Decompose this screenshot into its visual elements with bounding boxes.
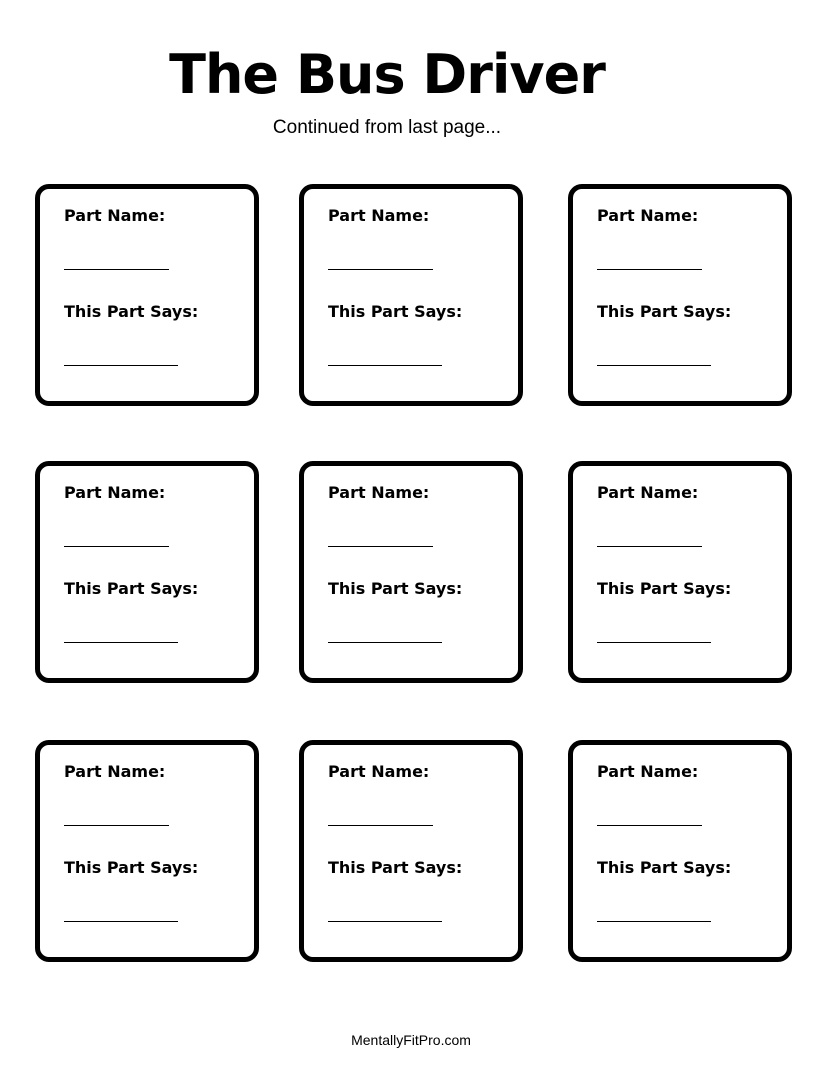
part-says-label: This Part Says: <box>597 579 732 598</box>
part-name-label: Part Name: <box>328 762 430 781</box>
part-says-blank-line[interactable] <box>597 921 711 922</box>
part-card <box>299 461 523 683</box>
part-says-label: This Part Says: <box>597 858 732 877</box>
part-name-label: Part Name: <box>328 483 430 502</box>
part-name-blank-line[interactable] <box>64 546 169 547</box>
part-says-blank-line[interactable] <box>328 642 442 643</box>
part-name-blank-line[interactable] <box>64 269 169 270</box>
part-says-blank-line[interactable] <box>597 642 711 643</box>
part-says-blank-line[interactable] <box>597 365 711 366</box>
footer-website: MentallyFitPro.com <box>351 1032 471 1048</box>
part-card <box>35 740 259 962</box>
part-card <box>568 184 792 406</box>
part-name-blank-line[interactable] <box>328 825 433 826</box>
part-name-label: Part Name: <box>597 206 699 225</box>
part-name-blank-line[interactable] <box>64 825 169 826</box>
part-says-blank-line[interactable] <box>64 642 178 643</box>
part-says-label: This Part Says: <box>328 302 463 321</box>
part-says-blank-line[interactable] <box>328 921 442 922</box>
part-says-label: This Part Says: <box>64 579 199 598</box>
part-name-blank-line[interactable] <box>597 546 702 547</box>
part-card <box>299 184 523 406</box>
part-says-label: This Part Says: <box>328 579 463 598</box>
part-card <box>568 461 792 683</box>
part-says-blank-line[interactable] <box>64 921 178 922</box>
part-name-label: Part Name: <box>64 762 166 781</box>
part-name-label: Part Name: <box>64 206 166 225</box>
part-card <box>568 740 792 962</box>
part-card <box>35 184 259 406</box>
part-name-blank-line[interactable] <box>328 546 433 547</box>
part-name-blank-line[interactable] <box>597 269 702 270</box>
part-name-blank-line[interactable] <box>328 269 433 270</box>
part-says-label: This Part Says: <box>328 858 463 877</box>
part-name-blank-line[interactable] <box>597 825 702 826</box>
part-says-label: This Part Says: <box>597 302 732 321</box>
part-says-blank-line[interactable] <box>328 365 442 366</box>
part-name-label: Part Name: <box>597 762 699 781</box>
part-says-blank-line[interactable] <box>64 365 178 366</box>
part-name-label: Part Name: <box>597 483 699 502</box>
part-card <box>35 461 259 683</box>
part-name-label: Part Name: <box>328 206 430 225</box>
part-says-label: This Part Says: <box>64 858 199 877</box>
part-says-label: This Part Says: <box>64 302 199 321</box>
page-subtitle: Continued from last page... <box>272 117 502 138</box>
page-title: The Bus Driver <box>169 43 605 106</box>
part-card <box>299 740 523 962</box>
part-name-label: Part Name: <box>64 483 166 502</box>
